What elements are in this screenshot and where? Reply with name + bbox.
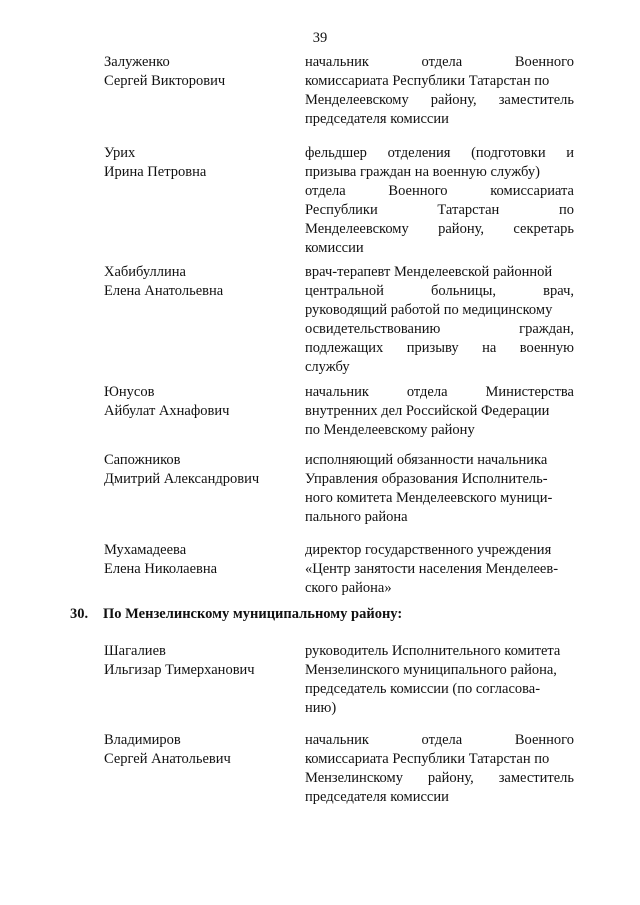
position-line: комиссариата Республики Татарстан по xyxy=(305,73,550,89)
position-line: «Центр занятости населения Менделеев- xyxy=(305,561,559,577)
position-word: отделения xyxy=(387,145,451,161)
position-line xyxy=(305,91,574,110)
position-word: граждан, xyxy=(519,321,574,337)
member-position xyxy=(305,642,574,718)
position-line: врач-терапевт Менделеевской районной xyxy=(305,264,553,280)
position-line xyxy=(305,769,574,788)
position-line xyxy=(305,182,574,201)
position-word: начальник xyxy=(305,732,369,748)
position-word: центральной xyxy=(305,283,384,299)
member-position xyxy=(305,731,574,807)
position-word: заместитель xyxy=(498,770,574,786)
position-word: району, xyxy=(438,221,485,237)
position-word: отдела xyxy=(421,54,463,70)
position-line xyxy=(305,144,574,163)
position-line: по Менделеевскому району xyxy=(305,422,475,438)
position-word: Татарстан xyxy=(437,202,500,218)
member-name xyxy=(104,541,284,579)
member-given-names: Сергей Анатольевич xyxy=(104,751,231,767)
position-line: председателя комиссии xyxy=(305,111,449,127)
member-given-names: Ильгизар Тимерханович xyxy=(104,662,255,678)
position-word: району, xyxy=(427,770,474,786)
position-word: начальник xyxy=(305,54,369,70)
position-line xyxy=(305,201,574,220)
member-position xyxy=(305,383,574,440)
member-surname: Юнусов xyxy=(104,384,155,400)
member-name xyxy=(104,383,284,421)
position-word: Военного xyxy=(514,54,574,70)
member-given-names: Сергей Викторович xyxy=(104,73,226,89)
position-line: ского района» xyxy=(305,580,392,596)
position-line: ного комитета Менделеевского муници- xyxy=(305,490,553,506)
position-line: внутренних дел Российской Федерации xyxy=(305,403,550,419)
position-line: пального района xyxy=(305,509,408,525)
position-word: больницы, xyxy=(431,283,496,299)
position-line: исполняющий обязанности начальника xyxy=(305,452,548,468)
position-line: руководитель Исполнительного комитета xyxy=(305,643,561,659)
member-position xyxy=(305,144,574,258)
member-given-names: Елена Анатольевна xyxy=(104,283,224,299)
position-word: военную xyxy=(519,340,574,356)
position-word: отдела xyxy=(421,732,463,748)
position-line: председатель комиссии (по согласова- xyxy=(305,681,541,697)
position-word: Менделеевскому xyxy=(305,221,409,237)
member-name xyxy=(104,451,284,489)
position-line: председателя комиссии xyxy=(305,789,449,805)
position-word: Военного xyxy=(388,183,448,199)
member-name xyxy=(104,642,284,680)
position-word: отдела xyxy=(406,384,448,400)
position-word: освидетельствованию xyxy=(305,321,441,337)
member-surname: Сапожников xyxy=(104,452,181,468)
position-line: службу xyxy=(305,359,350,375)
position-word: секретарь xyxy=(513,221,574,237)
position-line xyxy=(305,339,574,358)
position-word: врач, xyxy=(543,283,574,299)
position-line xyxy=(305,220,574,239)
member-given-names: Ирина Петровна xyxy=(104,164,207,180)
member-surname: Залуженко xyxy=(104,54,170,70)
member-given-names: Айбулат Ахнафович xyxy=(104,403,230,419)
member-surname: Урих xyxy=(104,145,136,161)
member-surname: Хабибуллина xyxy=(104,264,186,280)
member-name xyxy=(104,53,284,91)
position-word: призыву xyxy=(406,340,459,356)
position-word: подлежащих xyxy=(305,340,384,356)
member-given-names: Елена Николаевна xyxy=(104,561,218,577)
position-line xyxy=(305,383,574,402)
member-surname: Владимиров xyxy=(104,732,181,748)
section-heading xyxy=(70,606,402,623)
position-word: Министерства xyxy=(485,384,574,400)
position-line xyxy=(305,320,574,339)
member-position xyxy=(305,53,574,129)
member-surname: Мухамадеева xyxy=(104,542,187,558)
member-name xyxy=(104,263,284,301)
position-word: на xyxy=(482,340,497,356)
section-title: По Мензелинскому муниципальному району: xyxy=(103,606,403,622)
position-word: заместитель xyxy=(498,92,574,108)
position-line: нию) xyxy=(305,700,337,716)
position-word: району, xyxy=(430,92,477,108)
position-word: по xyxy=(558,202,574,218)
position-line: Управления образования Исполнитель- xyxy=(305,471,548,487)
member-position xyxy=(305,263,574,377)
position-word: комиссариата xyxy=(490,183,574,199)
position-word: начальник xyxy=(305,384,369,400)
page-number: 39 xyxy=(312,30,328,46)
position-word: Мензелинскому xyxy=(305,770,403,786)
member-position xyxy=(305,541,574,598)
member-name xyxy=(104,144,284,182)
member-surname: Шагалиев xyxy=(104,643,166,659)
section-number: 30. xyxy=(70,606,89,622)
position-line: комиссариата Республики Татарстан по xyxy=(305,751,550,767)
member-name xyxy=(104,731,284,769)
member-position xyxy=(305,451,574,527)
position-line: комиссии xyxy=(305,240,364,256)
position-line xyxy=(305,282,574,301)
position-word: Менделеевскому xyxy=(305,92,409,108)
position-line: директор государственного учреждения xyxy=(305,542,552,558)
position-line: призыва граждан на военную службу) xyxy=(305,164,540,180)
position-word: отдела xyxy=(305,183,346,199)
position-line xyxy=(305,53,574,72)
position-word: Военного xyxy=(514,732,574,748)
position-word: (подготовки xyxy=(471,145,546,161)
position-line: руководящий работой по медицинскому xyxy=(305,302,553,318)
position-line xyxy=(305,731,574,750)
position-word: фельдшер xyxy=(305,145,367,161)
position-word: и xyxy=(566,145,574,161)
position-line: Мензелинского муниципального района, xyxy=(305,662,557,678)
position-word: Республики xyxy=(305,202,378,218)
member-given-names: Дмитрий Александрович xyxy=(104,471,260,487)
